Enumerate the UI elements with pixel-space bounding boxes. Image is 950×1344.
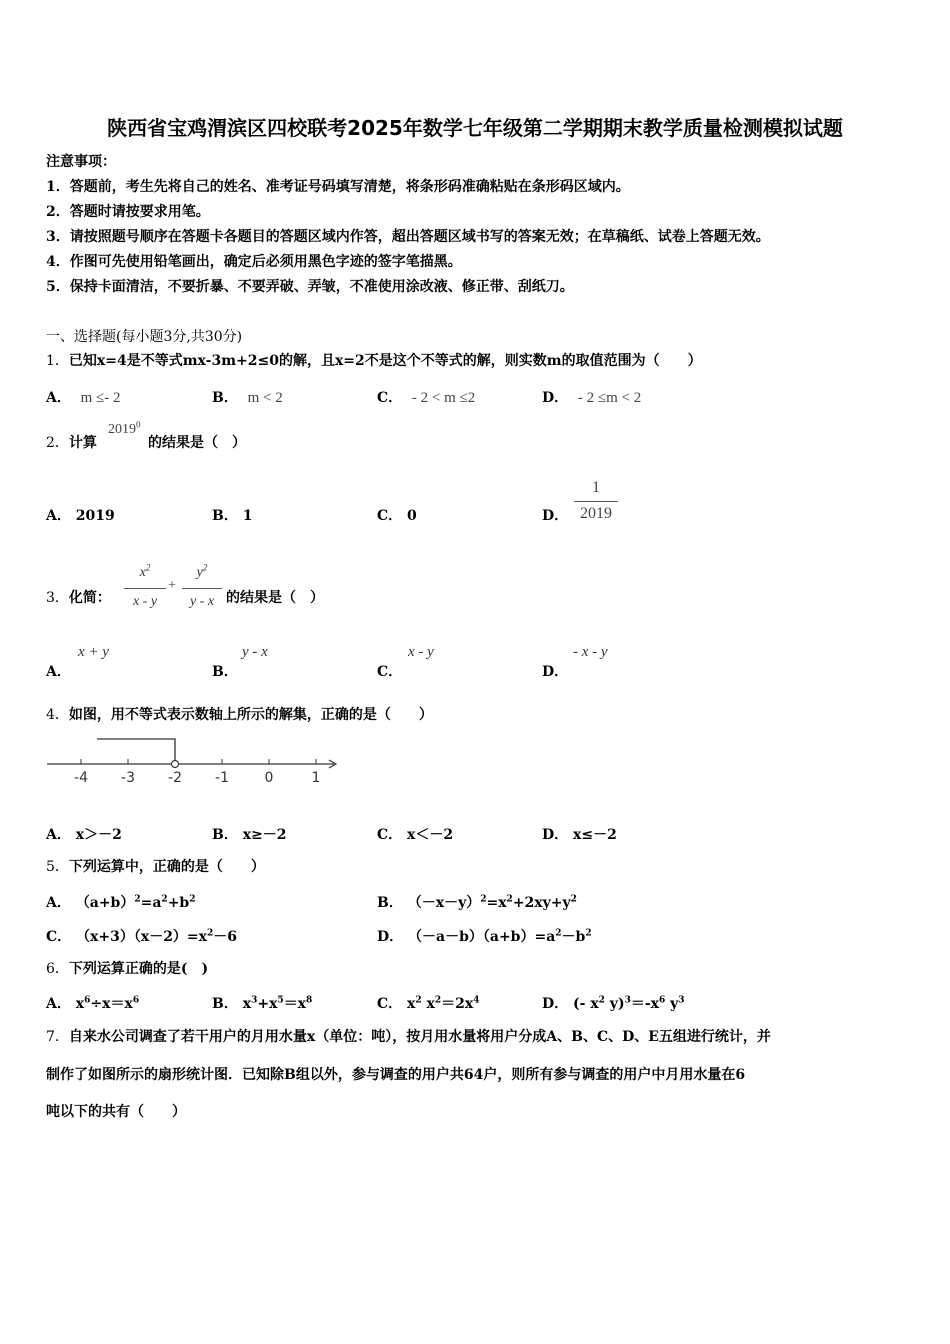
q5-a-exp: 2 <box>189 894 196 905</box>
question-7-line-1 <box>46 1028 771 1046</box>
q5-label-b: B． <box>377 895 403 911</box>
q6-c-exp: 2 <box>434 995 442 1006</box>
q5-option-c <box>46 926 237 946</box>
q2-label-b: B． <box>212 508 238 524</box>
number-line-tick-label: 1 <box>311 770 321 786</box>
question-4 <box>46 706 433 724</box>
q5-c-part: （x+3）（x－2）=x <box>76 929 208 945</box>
q6-option-a <box>46 993 139 1013</box>
q5-number: 5． <box>46 859 69 875</box>
q6-d-exp: 3 <box>624 995 631 1006</box>
question-7-line-3: 吨以下的共有（ ） <box>46 1104 186 1120</box>
q3-pre: 化简： <box>68 590 111 606</box>
q6-c-part: x <box>421 996 435 1012</box>
q6-d-exp: 6 <box>659 995 666 1006</box>
q2-number: 2． <box>46 435 69 451</box>
q1-label-b: B． <box>212 390 238 406</box>
q3-label-c: C． <box>377 664 403 680</box>
q3-plus: + <box>168 578 176 593</box>
q2-post: 的结果是（ ） <box>148 435 246 451</box>
q2-pre: 计算 <box>68 435 97 451</box>
q1-value-b: m < 2 <box>247 390 283 406</box>
q5-text: 下列运算中，正确的是（ ） <box>68 859 265 875</box>
q4-label-b: B． <box>212 827 238 843</box>
q2-expression <box>108 419 141 438</box>
q5-label-c: C． <box>46 929 72 945</box>
q6-option-b <box>212 993 312 1013</box>
q2-value-a: 2019 <box>75 508 115 524</box>
q6-text: 下列运算正确的是( ) <box>68 961 209 977</box>
q6-label-b: B． <box>212 996 238 1012</box>
q3-f1-numerator <box>124 562 166 581</box>
q3-post: 的结果是（ ） <box>226 590 324 606</box>
q3-f2-denominator: y - x <box>189 594 215 609</box>
notice-heading: 注意事项： <box>46 154 116 170</box>
q6-b-exp: 5 <box>277 995 284 1006</box>
question-6 <box>46 960 208 978</box>
q6-d-part: (- x <box>573 996 599 1012</box>
q2-option-c <box>377 505 417 525</box>
number-line-tick-label: -2 <box>168 770 182 786</box>
q1-option-b <box>212 387 283 407</box>
q3-f1-denominator: x - y <box>132 594 158 609</box>
q2-option-b <box>212 505 252 525</box>
number-line-tick-label: 0 <box>264 770 274 786</box>
q5-c-part: －6 <box>213 929 238 945</box>
q5-a-exp: 2 <box>161 894 168 905</box>
q4-number: 4． <box>46 707 69 723</box>
question-5 <box>46 858 265 876</box>
q4-option-d <box>542 824 617 844</box>
q2-option-a <box>46 505 115 525</box>
notice-item-2: 2．答题时请按要求用笔。 <box>46 204 210 220</box>
q1-number: 1． <box>46 353 69 369</box>
q3-f2-num-base: y <box>196 565 203 580</box>
number-line-tick-label: -3 <box>121 770 135 786</box>
q5-a-exp: 2 <box>134 894 141 905</box>
q5-option-a <box>46 892 195 912</box>
q2-value-b: 1 <box>242 508 253 524</box>
q5-d-exp: 2 <box>555 928 562 939</box>
q2-d-fraction-bar <box>574 501 618 502</box>
q6-d-part: y <box>665 996 679 1012</box>
q5-b-exp: 2 <box>506 894 513 905</box>
q5-option-b <box>377 892 577 912</box>
q6-c-exp: 4 <box>473 995 480 1006</box>
q1-option-c <box>377 387 475 407</box>
q5-a-part: +b <box>167 895 190 911</box>
q5-b-part: =x <box>486 895 507 911</box>
q5-option-d <box>377 926 592 946</box>
q6-label-d: D． <box>542 996 569 1012</box>
q1-value-a: m ≤- 2 <box>80 390 121 406</box>
q6-d-exp: 3 <box>678 995 685 1006</box>
number-line-tick-label: -1 <box>215 770 229 786</box>
notice-item-5: 5．保持卡面清洁，不要折暴、不要弄破、弄皱，不准使用涂改液、修正带、刮纸刀。 <box>46 279 574 295</box>
q3-label-d: D． <box>542 664 569 680</box>
q6-a-exp: 6 <box>132 995 140 1006</box>
question-1 <box>46 352 702 370</box>
q2-base: 2019 <box>108 422 136 437</box>
q1-value-d: - 2 ≤m < 2 <box>577 390 642 406</box>
q5-b-part: +2xy+y <box>512 895 571 911</box>
question-3 <box>46 589 111 607</box>
q5-b-exp: 2 <box>480 894 487 905</box>
q5-d-part: （－a－b）（a+b）=a <box>408 929 556 945</box>
q5-a-part: =a <box>140 895 162 911</box>
q4-label-c: C． <box>377 827 403 843</box>
number-line-figure <box>44 734 344 790</box>
q6-label-a: A． <box>46 996 71 1012</box>
q5-label-d: D． <box>377 929 404 945</box>
q6-label-c: C． <box>377 996 403 1012</box>
solution-ray <box>97 739 175 761</box>
q6-option-d <box>542 993 685 1013</box>
q2-label-a: A． <box>46 508 71 524</box>
q6-b-exp: 3 <box>251 995 258 1006</box>
q6-b-part: +x <box>257 996 278 1012</box>
q2-label-c: C． <box>377 508 403 524</box>
q6-d-part: y) <box>604 996 625 1012</box>
q3-f2-num-exp: 2 <box>202 562 208 573</box>
q4-option-c <box>377 824 453 844</box>
q2-label-d: D． <box>542 508 569 524</box>
q6-b-exp: 8 <box>306 995 313 1006</box>
q6-d-exp: 2 <box>598 995 605 1006</box>
q2-d-denominator: 2019 <box>580 505 612 522</box>
q4-label-d: D． <box>542 827 569 843</box>
q2-value-c: 0 <box>407 508 417 524</box>
q6-b-part: ＝x <box>283 996 307 1012</box>
q5-c-exp: 2 <box>207 928 214 939</box>
q3-value-d: - x - y <box>573 644 608 660</box>
notice-item-4: 4．作图可先使用铅笔画出，确定后必须用黑色字迹的签字笔描黑。 <box>46 254 462 270</box>
open-circle-boundary <box>172 761 179 768</box>
q5-d-exp: 2 <box>585 928 592 939</box>
notice-item-3: 3．请按照题号顺序在答题卡各题目的答题区域内作答，超出答题区域书写的答案无效；在草稿纸、试卷上答题无效。 <box>46 229 770 245</box>
q1-label-c: C． <box>377 390 403 406</box>
q5-label-a: A． <box>46 895 71 911</box>
q3-f1-num-base: x <box>139 565 146 580</box>
page-title: 陕西省宝鸡渭滨区四校联考2025年数学七年级第二学期期末教学质量检测模拟试题 <box>107 116 843 140</box>
number-line-tick-label: -4 <box>74 770 88 786</box>
q6-b-part: x <box>242 996 252 1012</box>
q3-value-a: x + y <box>78 644 109 660</box>
q1-text: 已知x=4是不等式mx-3m+2≤0的解，且x=2不是这个不等式的解，则实数m的取值范围为（ ） <box>68 353 702 369</box>
q4-option-a <box>46 824 122 844</box>
q5-a-part: （a+b） <box>75 895 135 911</box>
q2-exponent: 0 <box>136 419 141 430</box>
q6-a-part: x <box>75 996 85 1012</box>
q7-line1: 自来水公司调查了若干用户的月用水量x（单位：吨），按月用水量将用户分成A、B、C、D、E五组进行统计，并 <box>68 1029 771 1045</box>
q6-a-exp: 6 <box>84 995 91 1006</box>
q4-value-b: x≥－2 <box>242 827 287 843</box>
q3-value-c: x - y <box>408 644 434 660</box>
notice-item-1: 1．答题前，考生先将自己的姓名、准考证号码填写清楚，将条形码准确粘贴在条形码区域内。 <box>46 179 630 195</box>
q1-option-a <box>46 387 121 407</box>
q6-d-part: ＝-x <box>630 996 660 1012</box>
section-heading: 一、选择题(每小题3分,共30分) <box>46 329 243 345</box>
q1-value-c: - 2 < m ≤2 <box>411 390 476 406</box>
q3-f2-fraction-bar <box>182 588 222 589</box>
q3-value-b: y - x <box>242 644 268 660</box>
q3-f1-num-exp: 2 <box>145 562 151 573</box>
q4-value-c: x＜－2 <box>407 827 454 843</box>
q3-f1-fraction-bar <box>124 588 166 589</box>
q5-b-exp: 2 <box>570 894 577 905</box>
q5-d-part: －b <box>561 929 586 945</box>
question-2 <box>46 434 97 452</box>
q6-c-part: ＝2x <box>441 996 474 1012</box>
q6-c-part: x <box>407 996 416 1012</box>
q2-d-numerator: 1 <box>592 479 600 496</box>
q1-option-d <box>542 387 641 407</box>
q6-c-exp: 2 <box>415 995 422 1006</box>
q1-label-d: D． <box>542 390 569 406</box>
q6-number: 6． <box>46 961 69 977</box>
q1-label-a: A． <box>46 390 71 406</box>
q3-label-b: B． <box>212 664 238 680</box>
q2-option-d <box>542 505 568 525</box>
q6-a-part: ÷x＝x <box>90 996 133 1012</box>
q4-value-a: x＞－2 <box>75 827 122 843</box>
q3-label-a: A． <box>46 664 71 680</box>
q4-value-d: x≤－2 <box>573 827 617 843</box>
q6-option-c <box>377 993 480 1013</box>
q7-number: 7． <box>46 1029 69 1045</box>
q4-option-b <box>212 824 287 844</box>
q5-b-part: （－x－y） <box>407 895 481 911</box>
q4-label-a: A． <box>46 827 71 843</box>
q3-number: 3． <box>46 590 69 606</box>
q4-text: 如图，用不等式表示数轴上所示的解集，正确的是（ ） <box>68 707 433 723</box>
question-7-line-2: 制作了如图所示的扇形统计图．已知除B组以外，参与调查的用户共64户，则所有参与调查的用户中月用水量在6 <box>46 1067 746 1083</box>
q3-f2-numerator <box>182 562 222 581</box>
